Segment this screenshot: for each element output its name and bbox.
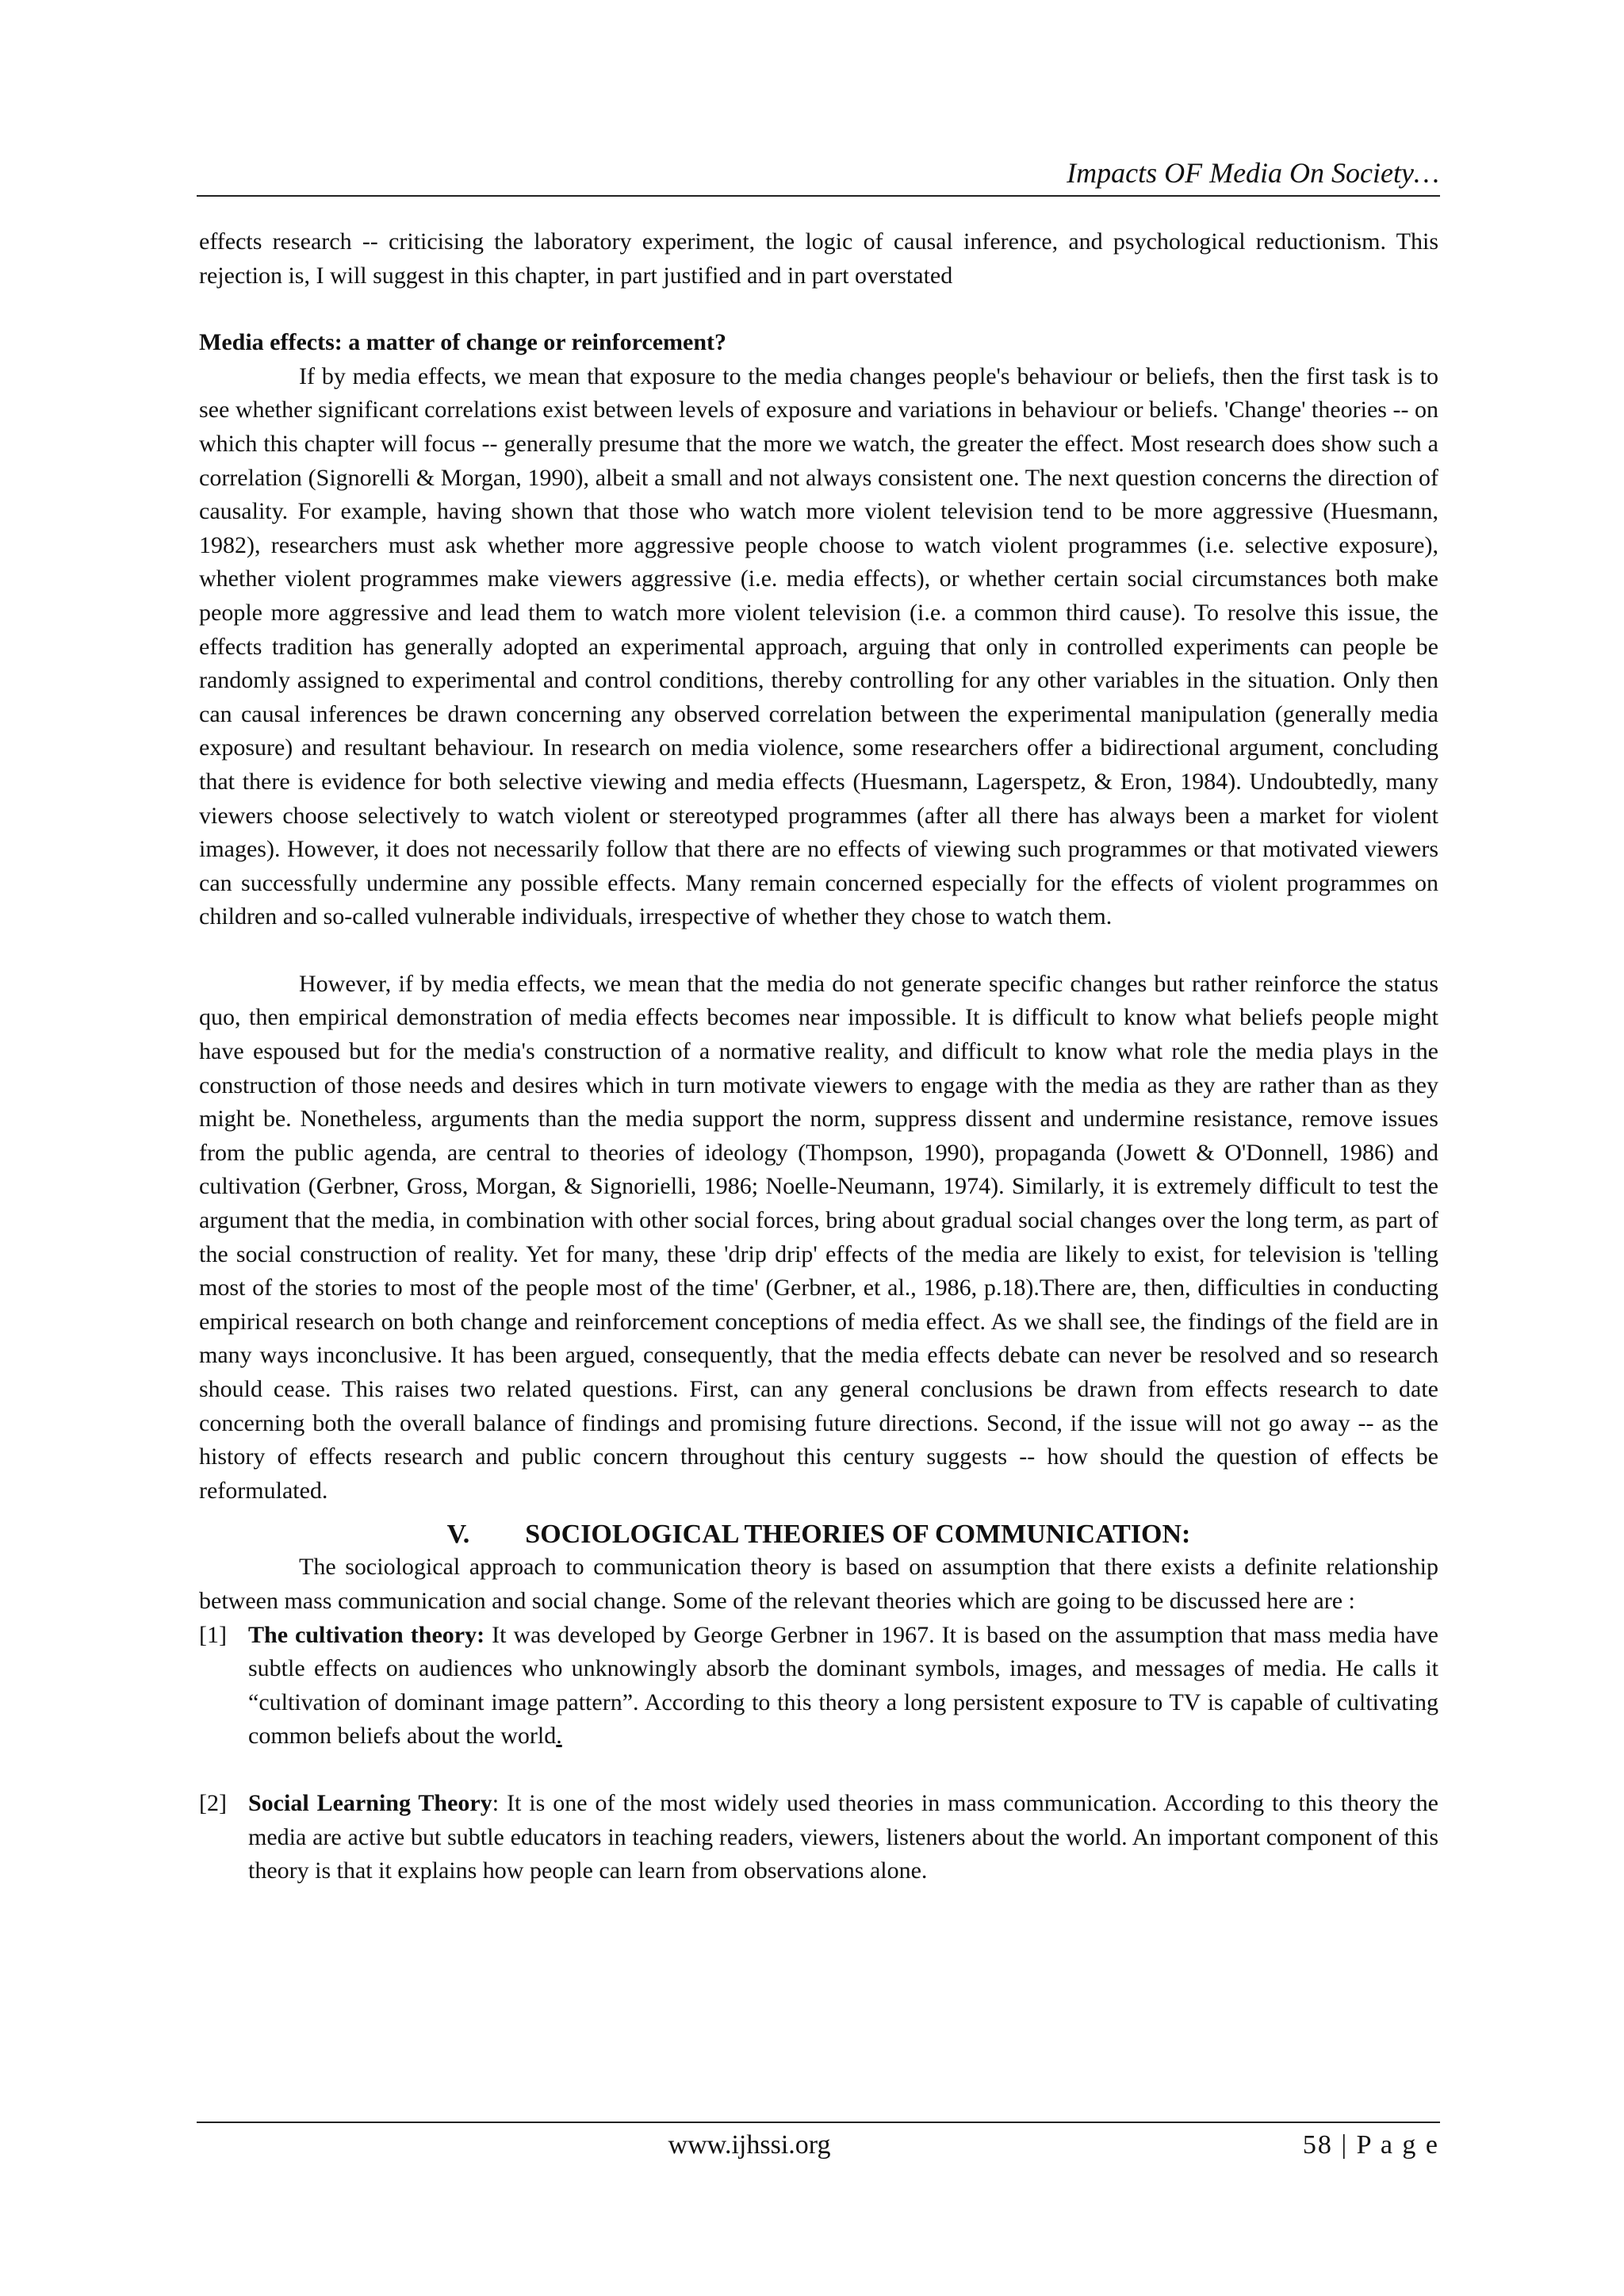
footer-page-number: 58 | P a g e <box>1302 2130 1439 2160</box>
section-heading <box>199 1519 1438 1550</box>
section-intro-paragraph: The sociological approach to communication theory is based on assumption that there exists a definite relationship between mass communication and social change. Some of the relevant theories which are going to be discussed here are : <box>199 1554 1438 1614</box>
paragraph-change-theories: If by media effects, we mean that exposure to the media changes people's behaviour or beliefs, then the first task is to see whether significant correlations exist between levels of exposure and variations in behaviour or beliefs. 'Change' theories -- on which this chapter will focus -- generally presume that the more we watch, the greater the effect. Most research does show such a correlation (Signorelli & Morgan, 1990), albeit a small and not always consistent one. The next question concerns the direction of causality. For example, having shown that those who watch more violent television tend to be more aggressive (Huesmann, 1982), researchers must ask whether more aggressive people choose to watch violent programmes (i.e. selective exposure), whether violent programmes make viewers aggressive (i.e. media effects), or whether certain social circumstances both make people more aggressive and lead them to watch more violent television (i.e. a common third cause). To resolve this issue, the effects tradition has generally adopted an experimental approach, arguing that only in controlled experiments can people be randomly assigned to experimental and control conditions, thereby controlling for any other variables in the situation. Only then can causal inferences be drawn concerning any observed correlation between the experimental manipulation (generally media exposure) and resultant behaviour. In research on media violence, some researchers offer a bidirectional argument, concluding that there is evidence for both selective viewing and media effects (Huesmann, Lagerspetz, & Eron, 1984). Undoubtedly, many viewers choose selectively to watch violent or stereotyped programmes (after all there has always been a market for violent images). However, it does not necessarily follow that there are no effects of viewing such programmes or that motivated viewers can successfully undermine any possible effects. Many remain concerned especially for the effects of violent programmes on children and so-called vulnerable individuals, irrespective of whether they chose to watch them. <box>199 362 1438 930</box>
running-header-title: Impacts OF Media On Society… <box>1067 157 1439 189</box>
paragraph-spacer <box>199 1754 1438 1787</box>
section-number: V. <box>446 1520 470 1550</box>
theory-list-item <box>199 1619 1438 1754</box>
theory-description: : It is one of the most widely used theories in mass communication. According to this theory the media are active but subtle educators in teaching readers, viewers, listeners about the world. An important component of this theory is that it explains how people can learn from observations alone. <box>248 1789 1438 1884</box>
theory-description-end: . <box>556 1723 562 1750</box>
list-marker: [2] <box>199 1789 227 1816</box>
theory-term: The cultivation theory: <box>248 1621 485 1648</box>
header-rule <box>197 195 1440 197</box>
subheading-media-effects: Media effects: a matter of change or reinforcement? <box>199 329 727 356</box>
list-marker: [1] <box>199 1621 227 1648</box>
article-body <box>199 225 1438 1888</box>
footer-rule <box>197 2122 1440 2123</box>
theory-list-item <box>199 1787 1438 1888</box>
section-heading-text: SOCIOLOGICAL THEORIES OF COMMUNICATION: <box>525 1520 1191 1550</box>
paragraph-reinforcement: However, if by media effects, we mean that the media do not generate specific changes but rather reinforce the status quo, then empirical demonstration of media effects becomes near impossible. It is difficult to know what beliefs people might have espoused but for the media's construction of a normative reality, and difficult to know what role the media plays in the construction of those needs and desires which in turn motivate viewers to engage with the media as they are rather than as they might be. Nonetheless, arguments than the media support the norm, suppress dissent and undermine resistance, remove issues from the public agenda, are central to theories of ideology (Thompson, 1990), propaganda (Jowett & O'Donnell, 1986) and cultivation (Gerbner, Gross, Morgan, & Signorielli, 1986; Noelle-Neumann, 1974). Similarly, it is extremely difficult to test the argument that the media, in combination with other social forces, bring about gradual social changes over the long term, as part of the social construction of reality. Yet for many, these 'drip drip' effects of the media are likely to exist, for television is 'telling most of the stories to most of the people most of the time' (Gerbner, et al., 1986, p.18).There are, then, difficulties in conducting empirical research on both change and reinforcement conceptions of media effect. As we shall see, the findings of the field are in many ways inconclusive. It has been argued, consequently, that the media effects debate can never be resolved and so research should cease. This raises two related questions. First, can any general conclusions be drawn from effects research to date concerning both the overall balance of findings and promising future directions. Second, if the issue will not go away -- as the history of effects research and public concern throughout this century suggests -- how should the question of effects be reformulated. <box>199 970 1438 1504</box>
paragraph-spacer <box>199 934 1438 968</box>
theory-description: It was developed by George Gerbner in 1967. It is based on the assumption that mass media have subtle effects on audiences who unknowingly absorb the dominant symbols, images, and messages of media. He calls it “cultivation of dominant image pattern”. According to this theory a long persistent exposure to TV is capable of cultivating common beliefs about the world <box>248 1621 1438 1750</box>
paragraph-spacer <box>199 293 1438 326</box>
theory-term: Social Learning Theory <box>248 1789 492 1816</box>
footer-website-url: www.ijhssi.org <box>668 2130 831 2160</box>
intro-paragraph: effects research -- criticising the laboratory experiment, the logic of causal inference, and psychological reductionism. This rejection is, I will suggest in this chapter, in part justified and in part overstated <box>199 228 1438 289</box>
